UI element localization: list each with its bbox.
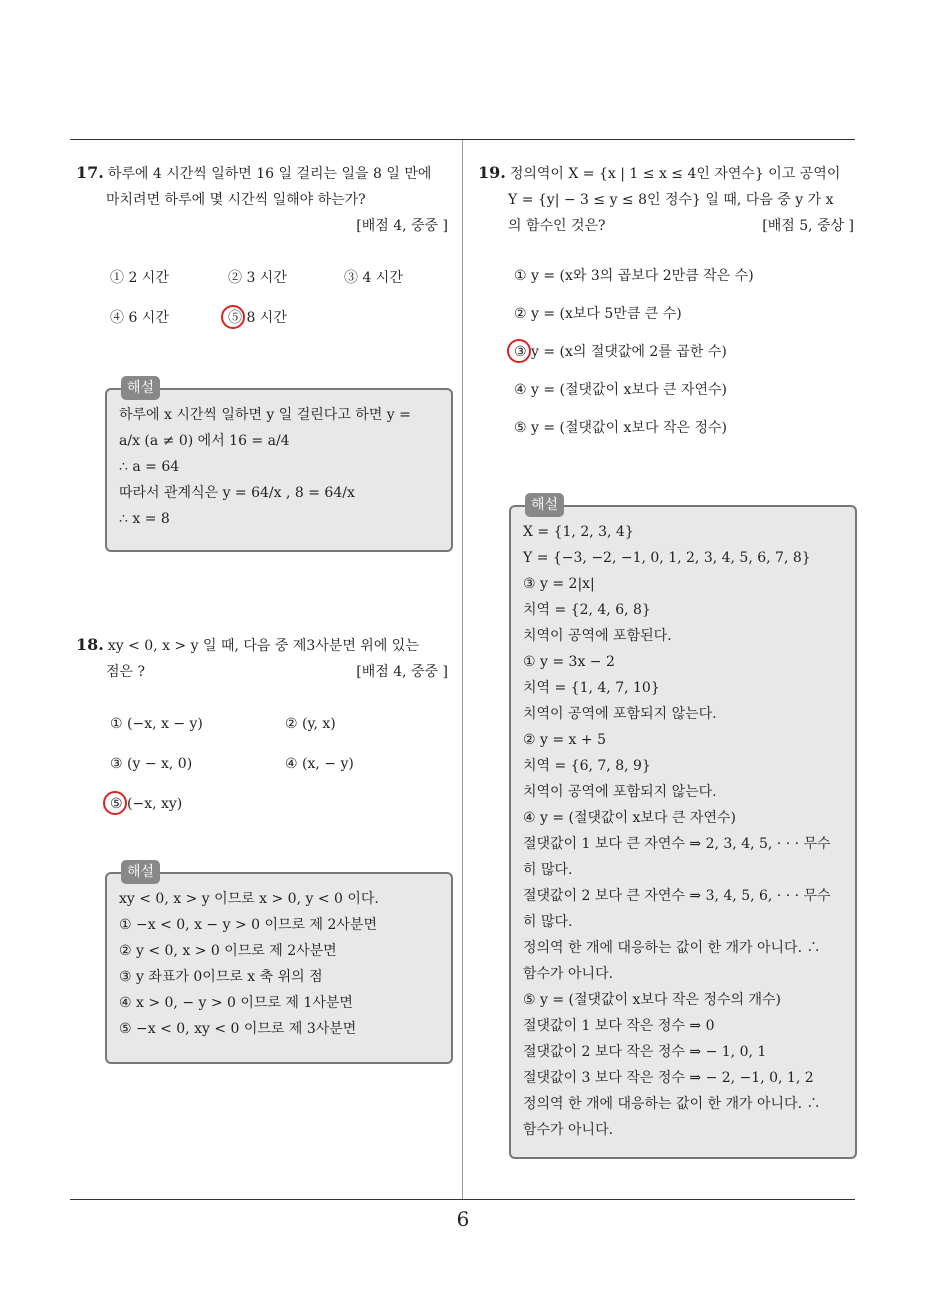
solution-line: 치역이 공역에 포함되지 않는다. xyxy=(523,784,717,800)
bottom-rule xyxy=(70,1199,855,1200)
solution-line: 함수가 아니다. xyxy=(523,966,614,982)
choice-2[interactable]: ② y = (x보다 5만큼 큰 수) xyxy=(514,306,682,322)
solution-line: 따라서 관계식은 y = 64/x , 8 = 64/x xyxy=(119,485,355,501)
choice-3-label: ③ y = (x의 절댓값에 2를 곱한 수) xyxy=(514,344,727,360)
solution-box-17 xyxy=(105,380,453,552)
choice-5-selected[interactable] xyxy=(110,791,182,831)
choice-3[interactable]: ③ 4 시간 xyxy=(344,270,403,286)
choice-1[interactable]: ① y = (x와 3의 곱보다 2만큼 작은 수) xyxy=(514,268,754,284)
solution-line: 절댓값이 1 보다 큰 자연수 ⇒ 2, 3, 4, 5, · · · 무수 xyxy=(523,836,831,852)
choice-3[interactable]: ③ (y − x, 0) xyxy=(110,756,193,772)
solution-tag: 해설 xyxy=(121,860,160,884)
question-number: 18. xyxy=(76,635,104,654)
score-difficulty: [배점 5, 중상 ] xyxy=(762,218,854,234)
solution-line: ∴ x = 8 xyxy=(119,511,170,527)
column-divider xyxy=(462,140,463,1200)
choice-4[interactable]: ④ y = (절댓값이 x보다 큰 자연수) xyxy=(514,382,727,398)
choice-5-label: ⑤ (−x, xy) xyxy=(110,796,183,812)
solution-line: 절댓값이 3 보다 작은 정수 ⇒ − 2, −1, 0, 1, 2 xyxy=(523,1070,814,1086)
solution-line: X = {1, 2, 3, 4} xyxy=(523,524,634,540)
choice-3-selected[interactable] xyxy=(514,339,727,377)
solution-line: ③ y = 2|x| xyxy=(523,576,595,592)
solution-box-19 xyxy=(509,497,857,1159)
solution-line: 하루에 x 시간씩 일하면 y 일 걸린다고 하면 y = xyxy=(119,407,411,423)
choice-1[interactable]: ① 2 시간 xyxy=(110,270,169,286)
choices xyxy=(478,263,862,453)
solution-tag: 해설 xyxy=(525,493,564,517)
solution-line: 정의역 한 개에 대응하는 값이 한 개가 아니다. ∴ xyxy=(523,1096,821,1112)
solution-line: 히 많다. xyxy=(523,862,573,878)
solution-line: 절댓값이 1 보다 작은 정수 ⇒ 0 xyxy=(523,1018,715,1034)
question-17 xyxy=(76,160,456,345)
solution-line: ② y < 0, x > 0 이므로 제 2사분면 xyxy=(119,943,337,959)
solution-line: ∴ a = 64 xyxy=(119,459,180,475)
choice-4[interactable]: ④ (x, − y) xyxy=(285,756,354,772)
question-text: Y = {y| − 3 ≤ y ≤ 8인 정수} 일 때, 다음 중 y 가 x xyxy=(508,192,834,208)
choice-1[interactable]: ① (−x, x − y) xyxy=(110,716,203,732)
question-19 xyxy=(478,160,862,453)
solution-line: ① −x < 0, x − y > 0 이므로 제 2사분면 xyxy=(119,917,377,933)
answer-circle-mark xyxy=(103,791,127,815)
solution-line: 정의역 한 개에 대응하는 값이 한 개가 아니다. ∴ xyxy=(523,940,821,956)
solution-line: 치역이 공역에 포함된다. xyxy=(523,628,672,644)
page-number: 6 xyxy=(456,1207,470,1231)
choice-2[interactable]: ② (y, x) xyxy=(285,716,336,732)
solution-line: ③ y 좌표가 0이므로 x 축 위의 점 xyxy=(119,969,323,985)
question-18-stem xyxy=(76,632,456,685)
choices xyxy=(76,265,456,345)
solution-line: ④ y = (절댓값이 x보다 큰 자연수) xyxy=(523,810,736,826)
choice-5-label: ⑤ 8 시간 xyxy=(228,310,287,326)
solution-line: ① y = 3x − 2 xyxy=(523,654,615,670)
question-number: 17. xyxy=(76,163,104,182)
solution-line: 치역 = {6, 7, 8, 9} xyxy=(523,758,651,774)
solution-line: 함수가 아니다. xyxy=(523,1122,614,1138)
solution-line: a/x (a ≠ 0) 에서 16 = a/4 xyxy=(119,433,290,449)
question-text: 정의역이 X = {x | 1 ≤ x ≤ 4인 자연수} 이고 공역이 xyxy=(509,166,841,182)
solution-tag: 해설 xyxy=(121,376,160,400)
solution-line: ④ x > 0, − y > 0 이므로 제 1사분면 xyxy=(119,995,353,1011)
question-text: 점은 ? xyxy=(106,664,146,680)
solution-line: 절댓값이 2 보다 작은 정수 ⇒ − 1, 0, 1 xyxy=(523,1044,767,1060)
answer-circle-mark xyxy=(221,305,245,329)
answer-circle-mark xyxy=(507,339,531,363)
question-18 xyxy=(76,632,456,831)
question-17-stem xyxy=(76,160,456,213)
question-text: 의 함수인 것은? xyxy=(508,218,606,234)
solution-line: ⑤ −x < 0, xy < 0 이므로 제 3사분면 xyxy=(119,1021,357,1037)
solution-box-18 xyxy=(105,864,453,1064)
choice-5[interactable]: ⑤ y = (절댓값이 x보다 작은 정수) xyxy=(514,420,727,436)
question-text: xy < 0, x > y 일 때, 다음 중 제3사분면 위에 있는 xyxy=(107,638,419,654)
question-text: 하루에 4 시간씩 일하면 16 일 걸리는 일을 8 일 만에 xyxy=(107,166,432,182)
solution-line: 치역 = {2, 4, 6, 8} xyxy=(523,602,651,618)
choice-5-selected[interactable] xyxy=(228,305,287,345)
solution-line: 치역 = {1, 4, 7, 10} xyxy=(523,680,660,696)
solution-line: 절댓값이 2 보다 큰 자연수 ⇒ 3, 4, 5, 6, · · · 무수 xyxy=(523,888,831,904)
solution-line: xy < 0, x > y 이므로 x > 0, y < 0 이다. xyxy=(119,891,379,907)
solution-line: Y = {−3, −2, −1, 0, 1, 2, 3, 4, 5, 6, 7, 8} xyxy=(523,550,811,566)
solution-line: ⑤ y = (절댓값이 x보다 작은 정수의 개수) xyxy=(523,992,781,1008)
solution-line: 히 많다. xyxy=(523,914,573,930)
solution-line: ② y = x + 5 xyxy=(523,732,606,748)
choice-2[interactable]: ② 3 시간 xyxy=(228,270,287,286)
score-difficulty: [배점 4, 중중 ] xyxy=(356,664,448,680)
solution-line: 치역이 공역에 포함되지 않는다. xyxy=(523,706,717,722)
choice-4[interactable]: ④ 6 시간 xyxy=(110,310,169,326)
choices xyxy=(76,711,456,831)
score-difficulty: [배점 4, 중중 ] xyxy=(356,218,448,234)
question-19-stem xyxy=(478,160,862,239)
question-number: 19. xyxy=(478,163,506,182)
question-text: 마치려면 하루에 몇 시간씩 일해야 하는가? xyxy=(106,192,366,208)
